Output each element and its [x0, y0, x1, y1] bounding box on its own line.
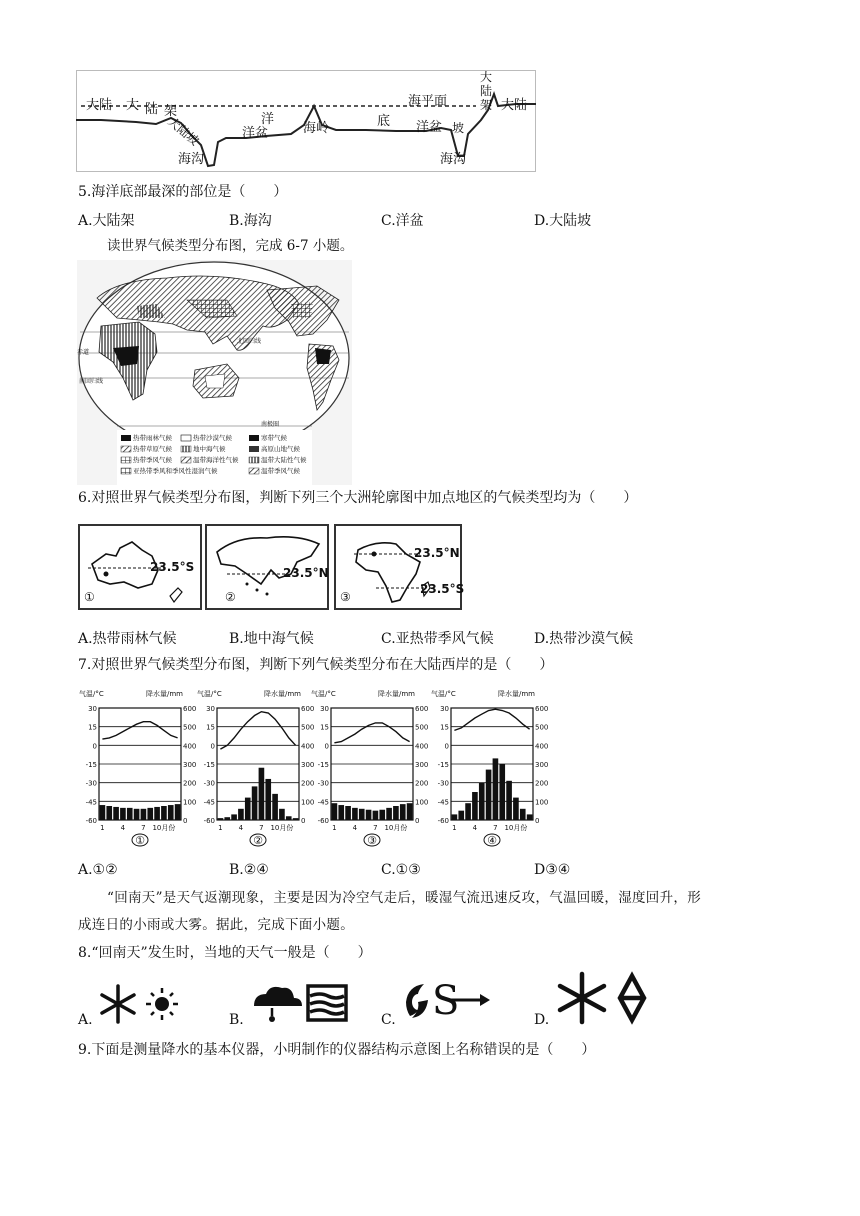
precip-bar — [458, 811, 464, 820]
q6-option-b[interactable]: B.地中海气候 — [229, 631, 314, 647]
legend-item: 寒带气候 — [261, 434, 287, 442]
precip-tick: 300 — [183, 761, 197, 769]
temp-tick: 15 — [320, 723, 329, 732]
label-continent-left: 大陆 — [86, 98, 113, 113]
month-tick: 7 — [141, 824, 146, 832]
temp-tick: -15 — [437, 761, 449, 769]
precip-tick: 200 — [301, 779, 315, 788]
precip-bar — [513, 798, 519, 820]
label-bottom: 底 — [377, 114, 391, 129]
precip-bar — [386, 808, 392, 820]
precip-bar — [345, 806, 351, 820]
temp-tick: 0 — [444, 742, 449, 751]
precip-bar — [231, 814, 237, 820]
lat-label: 23.5°N — [283, 566, 329, 580]
precip-bar — [134, 809, 140, 820]
precip-tick: 500 — [301, 723, 315, 732]
label-slope-right: 坡 — [452, 121, 465, 135]
intro-8-line2: 成连日的小雨或大雾。据此，完成下面小题。 — [78, 917, 354, 933]
precip-bar — [252, 786, 258, 820]
q8-option-a-letter[interactable]: A. — [78, 1012, 93, 1028]
label-basin-left: 洋盆 — [242, 126, 269, 141]
precip-tick: 200 — [183, 779, 197, 788]
temp-tick: 0 — [92, 742, 97, 751]
q7-option-a[interactable]: A.①② — [78, 862, 118, 878]
seabed-profile-figure — [76, 70, 536, 172]
month-tick: 1 — [100, 824, 105, 832]
precip-bar — [527, 814, 533, 820]
lat-label-n: 23.5°N — [414, 546, 460, 560]
q6-map-asia — [205, 524, 329, 610]
precip-tick: 600 — [183, 705, 197, 713]
temp-line — [334, 723, 409, 743]
intro-6-7: 读世界气候类型分布图，完成 6-7 小题。 — [107, 238, 354, 254]
sandstorm-icon — [620, 976, 644, 1020]
q8-option-c-letter[interactable]: C. — [381, 1012, 396, 1028]
legend-item: 温带季风气候 — [261, 467, 300, 475]
map-number: ① — [84, 590, 95, 604]
precip-bar — [479, 783, 485, 820]
precip-bar — [224, 817, 230, 820]
precip-axis-label: 降水量/mm — [264, 690, 301, 698]
month-tick: 1 — [452, 824, 457, 832]
sun-icon — [146, 988, 178, 1020]
temp-axis-label: 气温/°C — [311, 690, 336, 698]
temp-tick: -60 — [203, 817, 215, 825]
temp-tick: -15 — [85, 761, 97, 769]
month-tick: 10月份 — [152, 824, 176, 832]
label-tropic-cancer: 北回归线 — [237, 338, 262, 345]
precip-bar — [238, 809, 244, 820]
q8-stem: 8.“回南天”发生时，当地的天气一般是（ ） — [78, 945, 372, 961]
temp-tick: -30 — [85, 779, 97, 788]
label-basin-right: 洋盆 — [416, 120, 443, 135]
q7-option-c[interactable]: C.①③ — [381, 862, 421, 878]
chart-number: ① — [135, 834, 145, 847]
legend-item: 温带大陆性气候 — [261, 456, 307, 464]
label-trench-right: 海沟 — [440, 152, 467, 167]
svg-text:S: S — [432, 978, 460, 1024]
q7-charts — [77, 686, 549, 850]
precip-bar — [259, 768, 265, 820]
precip-bar — [452, 814, 458, 820]
label-equator: 赤道 — [77, 349, 90, 356]
chart-number: ③ — [367, 834, 377, 847]
month-tick: 1 — [218, 824, 223, 832]
temp-tick: -60 — [85, 817, 97, 825]
precip-bar — [499, 764, 505, 820]
precip-tick: 100 — [183, 798, 197, 807]
q8-option-d-letter[interactable]: D. — [534, 1012, 550, 1028]
chart-number: ② — [253, 834, 263, 847]
precip-tick: 100 — [301, 798, 315, 807]
q8-option-b-icons[interactable] — [250, 982, 350, 1026]
q6-option-d[interactable]: D.热带沙漠气候 — [534, 631, 634, 647]
temp-tick: -45 — [203, 798, 215, 807]
legend-item: 地中海气候 — [193, 445, 226, 453]
typhoon-icon — [406, 984, 428, 1018]
fog-icon — [308, 986, 346, 1020]
temp-tick: 0 — [324, 742, 329, 751]
temp-line — [220, 712, 295, 749]
lat-label-s: 23.5°S — [420, 582, 465, 596]
label-continent-right: 大陆 — [501, 98, 528, 113]
temp-axis-label: 气温/°C — [431, 690, 456, 698]
temp-tick: 30 — [206, 705, 215, 713]
label-shelf-left-2: 陆 — [145, 102, 159, 117]
temp-tick: 0 — [210, 742, 215, 751]
temp-line — [102, 722, 177, 739]
intro-8-line1: “回南天”是天气返潮现象，主要是因为冷空气走后，暖湿气流迅速反攻，气温回暖，湿度回升，形 — [107, 890, 702, 906]
temp-tick: -30 — [317, 779, 329, 788]
precip-tick: 400 — [415, 742, 429, 751]
precip-bar — [373, 811, 379, 820]
month-tick: 10月份 — [384, 824, 408, 832]
precip-bar — [106, 806, 112, 820]
precip-bar — [141, 809, 147, 820]
precip-tick: 100 — [535, 798, 549, 807]
precip-bar — [245, 798, 251, 820]
temp-tick: -60 — [437, 817, 449, 825]
month-tick: 7 — [259, 824, 264, 832]
q6-option-a[interactable]: A.热带雨林气候 — [78, 631, 177, 647]
precip-bar — [147, 808, 153, 820]
rain-cloud-icon — [254, 987, 302, 1022]
precip-bar — [154, 807, 160, 820]
temp-tick: 15 — [440, 723, 449, 732]
precip-bar — [472, 792, 478, 820]
label-slope-left: 大陆坡 — [165, 114, 202, 149]
month-tick: 10月份 — [270, 824, 294, 832]
precip-tick: 500 — [415, 723, 429, 732]
precip-bar — [506, 781, 512, 820]
q8-option-c-icons[interactable] — [402, 976, 490, 1026]
precip-axis-label: 降水量/mm — [378, 690, 415, 698]
precip-tick: 200 — [535, 779, 549, 788]
temp-tick: 15 — [206, 723, 215, 732]
month-tick: 7 — [493, 824, 498, 832]
precip-bar — [486, 770, 492, 820]
precip-tick: 300 — [415, 761, 429, 769]
q9-stem: 9.下面是测量降水的基本仪器，小明制作的仪器结构示意图上名称错误的是（ ） — [78, 1042, 596, 1058]
month-tick: 4 — [472, 824, 478, 832]
label-shelf-left-1: 大 — [126, 98, 140, 113]
temp-tick: -45 — [85, 798, 97, 807]
q6-option-c[interactable]: C.亚热带季风气候 — [381, 631, 494, 647]
chart-number: ④ — [487, 834, 497, 847]
precip-bar — [279, 809, 285, 820]
precip-tick: 400 — [301, 742, 315, 751]
legend-item: 热带雨林气候 — [133, 434, 172, 442]
temp-tick: 30 — [320, 705, 329, 713]
precip-tick: 300 — [535, 761, 549, 769]
month-tick: 4 — [352, 824, 358, 832]
q7-option-d[interactable]: D③④ — [534, 862, 571, 878]
legend-item: 高原山地气候 — [261, 445, 300, 453]
temp-line — [454, 709, 529, 730]
precip-tick: 0 — [183, 817, 188, 825]
precip-tick: 500 — [535, 723, 549, 732]
climate-chart — [311, 689, 428, 847]
label-trench-left: 海沟 — [178, 152, 205, 167]
precip-tick: 200 — [415, 779, 429, 788]
month-tick: 4 — [120, 824, 126, 832]
temp-axis-label: 气温/°C — [79, 690, 104, 698]
precip-bar — [359, 809, 365, 820]
precip-axis-label: 降水量/mm — [498, 690, 535, 698]
precip-bar — [127, 808, 133, 820]
temp-tick: -45 — [317, 798, 329, 807]
precip-bar — [352, 808, 358, 820]
precip-tick: 600 — [535, 705, 549, 713]
precip-tick: 400 — [183, 742, 197, 751]
climate-chart — [197, 689, 314, 847]
legend-item: 热带沙漠气候 — [193, 434, 232, 442]
precip-tick: 0 — [535, 817, 540, 825]
month-tick: 4 — [238, 824, 244, 832]
temp-tick: -30 — [203, 779, 215, 788]
label-tropic-capricorn: 南回归线 — [79, 378, 104, 385]
q8-option-a-icons[interactable] — [98, 982, 184, 1026]
temp-tick: 15 — [88, 723, 97, 732]
q5-option-b[interactable]: B.海沟 — [229, 213, 272, 229]
temp-tick: 30 — [440, 705, 449, 713]
climate-charts-svg — [77, 686, 549, 850]
precip-tick: 100 — [415, 798, 429, 807]
temp-tick: -15 — [203, 761, 215, 769]
month-tick: 7 — [373, 824, 378, 832]
q8-option-d-icons[interactable] — [554, 970, 650, 1026]
precip-bar — [286, 816, 292, 820]
q5-option-d[interactable]: D.大陆坡 — [534, 213, 592, 229]
world-climate-map — [77, 260, 352, 485]
label-shelf-left-3: 架 — [164, 104, 178, 119]
temp-tick: -15 — [317, 761, 329, 769]
q5-option-a[interactable]: A.大陆架 — [78, 213, 135, 229]
precip-tick: 500 — [183, 723, 197, 732]
precip-bar — [265, 779, 271, 820]
precip-bar — [168, 805, 174, 820]
map-number: ② — [225, 590, 236, 604]
legend-item: 热带草原气候 — [133, 445, 172, 453]
precip-tick: 600 — [301, 705, 315, 713]
precip-bar — [465, 803, 471, 820]
precip-bar — [407, 803, 413, 820]
month-tick: 1 — [332, 824, 337, 832]
temp-tick: -60 — [317, 817, 329, 825]
precip-tick: 600 — [415, 705, 429, 713]
q5-option-c[interactable]: C.洋盆 — [381, 213, 424, 229]
precip-bar — [393, 806, 399, 820]
precip-bar — [338, 805, 344, 820]
precip-bar — [379, 810, 385, 820]
label-sea-level: 海平面 — [408, 94, 448, 109]
label-antarctic: 南极圈 — [261, 421, 280, 428]
q7-stem: 7.对照世界气候类型分布图，判断下列气候类型分布在大陆西岸的是（ ） — [78, 657, 554, 673]
q5-stem: 5.海洋底部最深的部位是（ ） — [78, 184, 288, 200]
precip-bar — [218, 818, 224, 820]
q6-map-africa — [334, 524, 465, 610]
q8-option-b-letter[interactable]: B. — [229, 1012, 244, 1028]
precip-tick: 300 — [301, 761, 315, 769]
precip-bar — [520, 809, 526, 820]
label-shelf-right: 大陆架 — [480, 70, 493, 112]
precip-axis-label: 降水量/mm — [146, 690, 183, 698]
temp-tick: 30 — [88, 705, 97, 713]
precip-tick: 0 — [301, 817, 306, 825]
precip-bar — [100, 805, 106, 820]
precip-bar — [493, 758, 499, 820]
climate-chart — [431, 689, 548, 847]
wind-arrow-icon — [432, 978, 490, 1024]
legend-item: 热带季风气候 — [133, 456, 172, 464]
snow-icon — [560, 974, 604, 1022]
snow-icon — [102, 986, 134, 1022]
q7-option-b[interactable]: B.②④ — [229, 862, 269, 878]
q6-map-australia — [78, 524, 202, 610]
precip-bar — [175, 804, 181, 820]
q6-stem: 6.对照世界气候类型分布图，判断下列三个大洲轮廓图中加点地区的气候类型均为（ ） — [78, 490, 638, 506]
precip-bar — [272, 794, 278, 820]
precip-bar — [161, 806, 167, 820]
precip-tick: 0 — [415, 817, 420, 825]
precip-bar — [332, 803, 338, 820]
lat-label: 23.5°S — [150, 560, 195, 574]
legend-item: 温带海洋性气候 — [193, 456, 239, 464]
map-number: ③ — [340, 590, 351, 604]
precip-bar — [120, 808, 126, 820]
precip-bar — [113, 807, 119, 820]
temp-axis-label: 气温/°C — [197, 690, 222, 698]
precip-tick: 400 — [535, 742, 549, 751]
precip-bar — [400, 804, 406, 820]
label-ridge: 海岭 — [303, 121, 330, 136]
climate-chart — [79, 689, 196, 847]
label-ocean: 洋 — [261, 112, 275, 127]
temp-tick: -30 — [437, 779, 449, 788]
precip-bar — [366, 810, 372, 820]
month-tick: 10月份 — [504, 824, 528, 832]
legend-item: 亚热带季风和季风性湿润气候 — [133, 467, 218, 475]
precip-bar — [293, 818, 299, 820]
temp-tick: -45 — [437, 798, 449, 807]
